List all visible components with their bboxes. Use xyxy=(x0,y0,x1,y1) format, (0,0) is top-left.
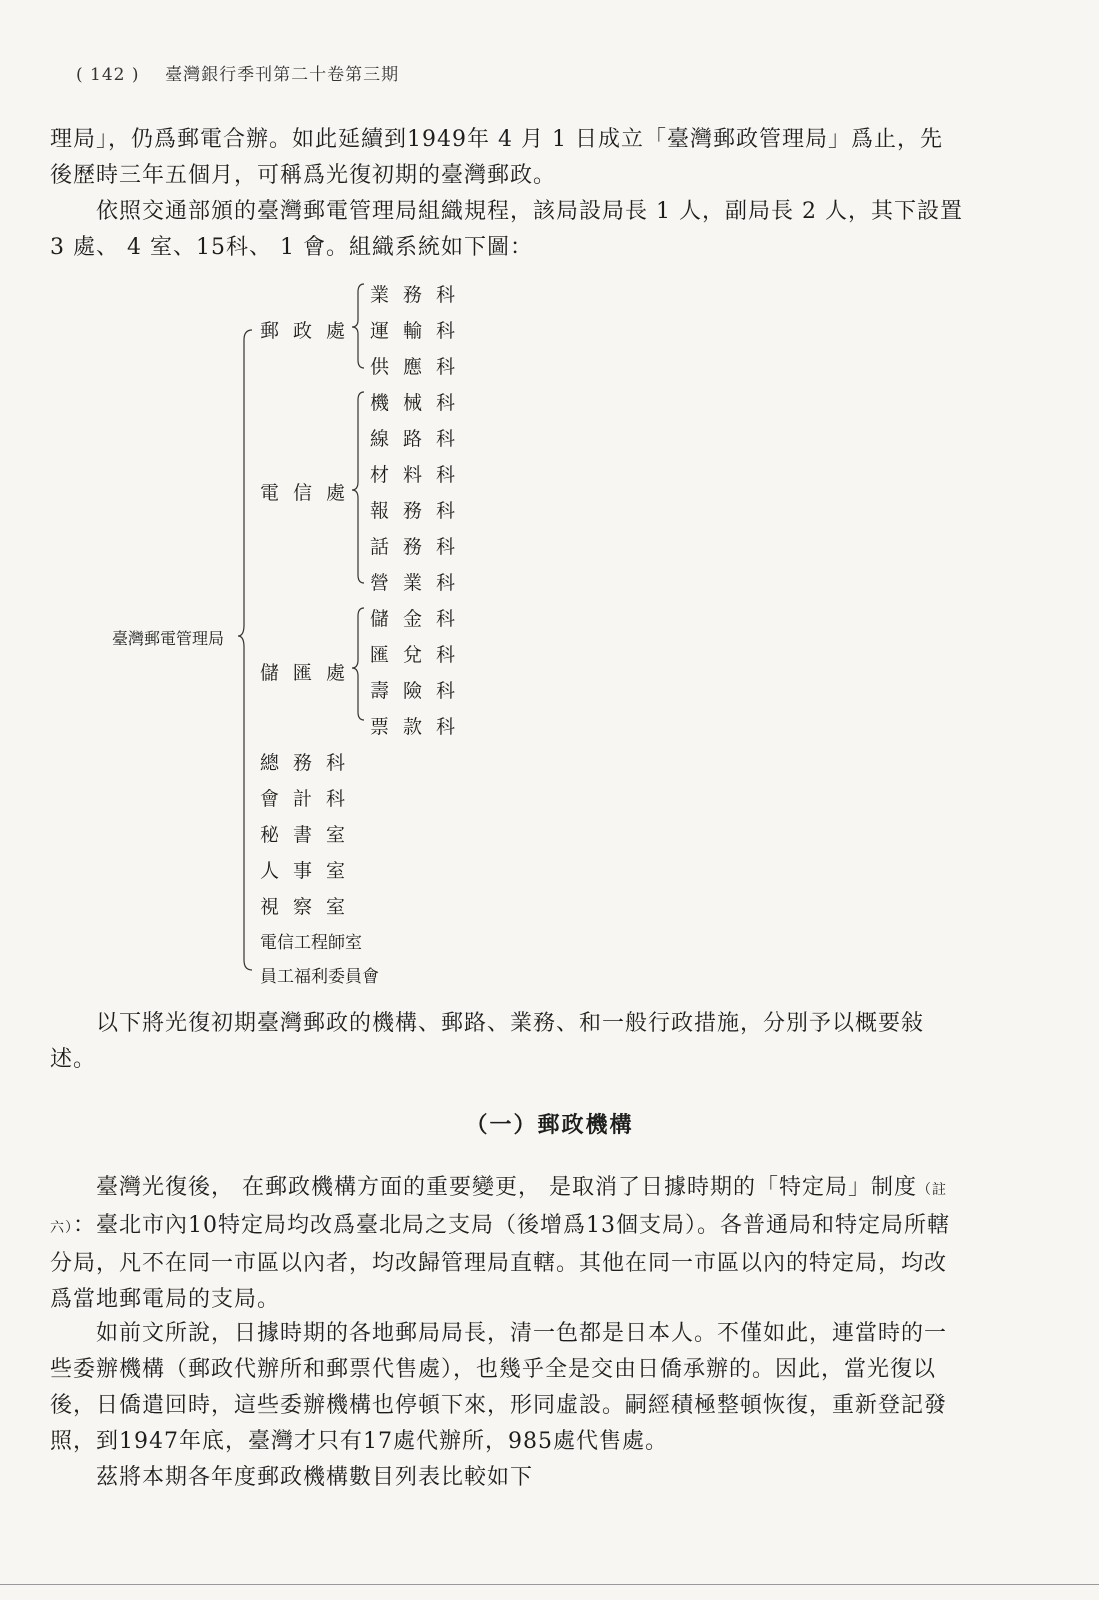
org-telecom-section: 線路科 xyxy=(370,428,470,450)
org-direct-unit: 視察室 xyxy=(260,896,360,918)
org-direct-unit: 秘書室 xyxy=(260,824,360,846)
org-savings-section: 票款科 xyxy=(370,716,470,738)
paragraph-1: 理局」，仍爲郵電合辦。如此延續到1949年 4 月 1 日成立「臺灣郵政管理局」爲止，先後歷時三年五個月，可稱爲光復初期的臺灣郵政。 xyxy=(50,127,943,188)
page-number: ( 142 ) xyxy=(76,65,140,85)
org-root: 臺灣郵電管理局 xyxy=(112,629,225,648)
org-telecom-section: 營業科 xyxy=(370,572,470,594)
org-direct-unit: 員工福利委員會 xyxy=(260,967,379,987)
journal-title: 臺灣銀行季刊第二十卷第三期 xyxy=(165,65,400,85)
org-savings-section: 匯兌科 xyxy=(370,644,470,666)
paragraph-4-part-b: ：臺北市內10特定局均改爲臺北局之支局（後增爲13個支局）。各普通局和特定局所轄分局，凡不在同一市區以內者，均改歸管理局直轄。其他在同一市區以內的特定局，均改爲當地郵電局的支局。 xyxy=(50,1213,950,1312)
main-bracket xyxy=(238,330,252,970)
org-telecom-section: 機械科 xyxy=(370,392,470,414)
org-direct-unit: 會計科 xyxy=(260,788,360,810)
paragraph-5: 如前文所說，日據時期的各地郵局局長，清一色都是日本人。不僅如此，連當時的一些委辦機構（郵政代辦所和郵票代售處），也幾乎全是交由日僑承辦的。因此，當光復以後，日僑遣回時，這些委辦機構也停頓下來，形同虛設。嗣經積極整頓恢復，重新登記發照，到1947年底，臺灣才只有17處代辦所，985處代售處。 xyxy=(50,1321,948,1454)
paragraph-2: 依照交通部頒的臺灣郵電管理局組織規程，該局設局長 1 人，副局長 2 人，其下設置 3 處、 4 室、15科、 1 會。組織系統如下圖： xyxy=(50,199,963,260)
section-title: （一）郵政機構 xyxy=(465,1112,634,1138)
org-savings-section: 壽險科 xyxy=(370,680,470,702)
org-postal-section: 運輸科 xyxy=(370,320,470,342)
paragraph-3: 以下將光復初期臺灣郵政的機構、郵路、業務、和一般行政措施，分別予以概要敍述。 xyxy=(50,1011,925,1072)
footnote-ref: （註六） xyxy=(50,1182,947,1236)
org-savings-label: 儲匯處 xyxy=(260,662,360,684)
org-direct-unit: 人事室 xyxy=(260,860,360,882)
org-telecom-label: 電信處 xyxy=(260,482,360,504)
paragraph-4 xyxy=(50,1170,965,1318)
org-savings-section: 儲金科 xyxy=(370,608,470,630)
org-direct-unit: 總務科 xyxy=(260,752,360,774)
org-postal-section: 供應科 xyxy=(370,356,470,378)
org-telecom-section: 報務科 xyxy=(370,500,470,522)
page-bottom-rule xyxy=(0,1584,1099,1585)
paragraph-4-part-a: 臺灣光復後， 在郵政機構方面的重要變更， 是取消了日據時期的「特定局」制度 xyxy=(96,1175,917,1200)
org-direct-unit: 電信工程師室 xyxy=(260,933,362,953)
org-postal-section: 業務科 xyxy=(370,284,470,306)
paragraph-6: 茲將本期各年度郵政機構數目列表比較如下 xyxy=(96,1465,534,1490)
org-postal-label: 郵政處 xyxy=(260,320,360,342)
org-telecom-section: 材料科 xyxy=(370,464,470,486)
org-telecom-section: 話務科 xyxy=(370,536,470,558)
